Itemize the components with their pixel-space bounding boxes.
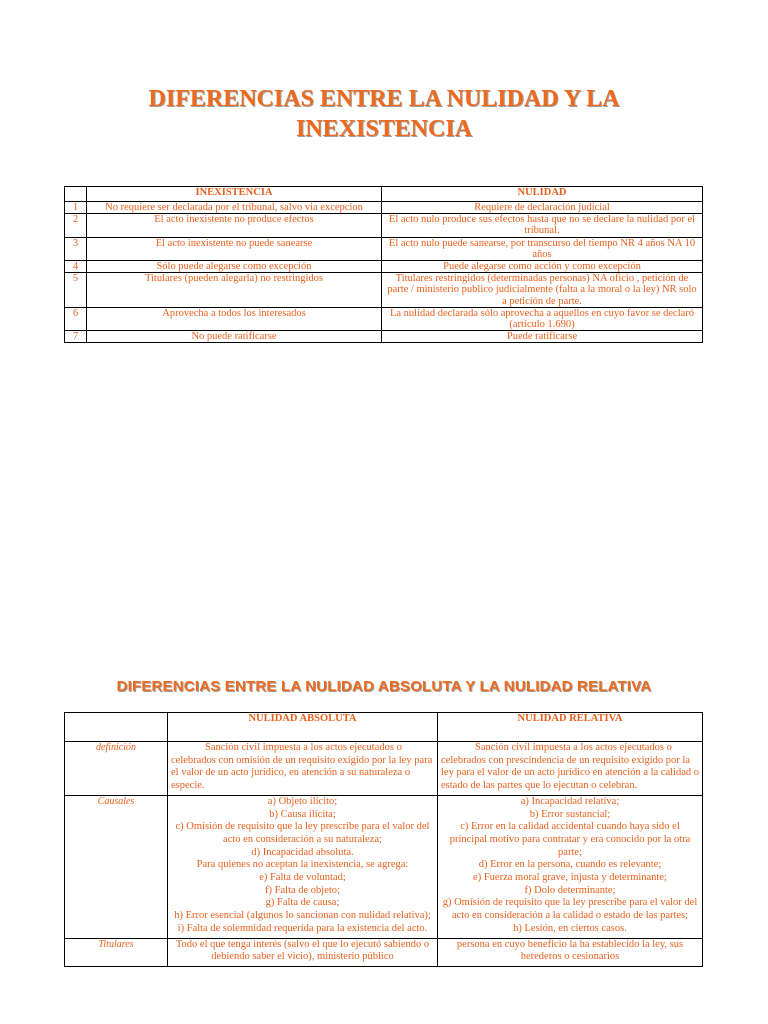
- header-cell-number: [65, 187, 87, 202]
- cell-absoluta: Sanción civil impuesta a los actos ejecutados o celebrados con omisión de un requisito exigido por la ley para el valor de un acto jurídico, en atención a su naturaleza o especie.: [168, 742, 438, 796]
- list-item: g) Omisión de requisito que la ley prescribe para el valor del acto en consideración a la calidad o estado de las partes;: [442, 897, 698, 922]
- cell-relativa: persona en cuyo beneficio la ha establecido la ley, sus herederos o cesionarios: [438, 938, 703, 966]
- row-number: 7: [65, 331, 87, 343]
- table-row: [65, 214, 703, 237]
- list-item: d) Incapacidad absoluta.: [251, 846, 354, 858]
- list-item: a) Objeto ilícito;: [267, 795, 338, 807]
- list-item: e) Fuerza moral grave, injusta y determinante;: [473, 872, 667, 884]
- list-item: e) Falta de voluntad;: [259, 872, 346, 884]
- table-row-titulares: [65, 938, 703, 966]
- table-row: [65, 307, 703, 330]
- list-item: Para quienes no aceptan la inexistencia, se agrega:: [196, 859, 409, 871]
- cell-relativa: [438, 795, 703, 938]
- list-item: b) Causa ilícita;: [269, 808, 336, 820]
- table-row: [65, 261, 703, 273]
- row-number: 2: [65, 214, 87, 237]
- page-title-line-1: DIFERENCIAS ENTRE LA NULIDAD Y LA: [148, 86, 620, 112]
- cell-nulidad: Requiere de declaración judicial: [382, 202, 703, 214]
- table-header-row: [65, 713, 703, 742]
- cell-absoluta: [168, 795, 438, 938]
- list-item: h) Lesión, en ciertos casos.: [513, 922, 627, 934]
- cell-inexistencia: El acto inexistente no puede sanearse: [87, 237, 382, 260]
- cell-inexistencia: Titulares (pueden alegarla) no restringidos: [87, 273, 382, 308]
- cell-nulidad: El acto nulo puede sanearse, por transcurso del tiempo NR 4 años NA 10 años: [382, 237, 703, 260]
- cell-inexistencia: No requiere ser declarada por el tribunal, salvo via excepcion: [87, 202, 382, 214]
- causales-absoluta-list: [171, 796, 434, 936]
- row-label: Causales: [65, 795, 168, 938]
- list-item: f) Dolo determinante;: [524, 884, 616, 896]
- list-item: c) Error en la calidad accidental cuando haya sido el principal motivo para contratar y era conocido por la otra parte;: [449, 821, 691, 858]
- absoluta-relativa-table: [64, 712, 703, 967]
- page-title: [0, 84, 768, 144]
- cell-nulidad: La nulidad declarada sólo aprovecha a aquellos en cuyo favor se declaró (artículo 1.690): [382, 307, 703, 330]
- table-row-definicion: [65, 742, 703, 796]
- row-label: definición: [65, 742, 168, 796]
- cell-inexistencia: El acto inexistente no produce efectos: [87, 214, 382, 237]
- table-row: [65, 331, 703, 343]
- list-item: d) Error en la persona, cuando es relevante;: [478, 859, 662, 871]
- row-number: 1: [65, 202, 87, 214]
- list-item: c) Omisión de requisito que la ley prescribe para el valor del acto en consideración a su naturaleza;: [175, 821, 430, 845]
- row-number: 4: [65, 261, 87, 273]
- cell-nulidad: Titulares restringidos (determinadas personas) NA oficio , petición de parte / ministerio publico judicialmente (falta a la moral o la ley) NR solo a petición de parte.: [382, 273, 703, 308]
- table-row: [65, 237, 703, 260]
- page-title-line-2: INEXISTENCIA: [295, 116, 473, 142]
- causales-relativa-list: [441, 796, 699, 936]
- cell-inexistencia: Sólo puede alegarse como excepción: [87, 261, 382, 273]
- list-item: i) Falta de solemnidad requerida para la existencia del acto.: [177, 922, 428, 934]
- cell-inexistencia: Aprovecha a todos los interesados: [87, 307, 382, 330]
- cell-absoluta: Todo el que tenga interés (salvo el que lo ejecutó sabiendo o debiendo saber el vicio), ministerio público: [168, 938, 438, 966]
- inexistencia-nulidad-table: [64, 186, 703, 343]
- header-cell-absoluta: NULIDAD ABSOLUTA: [168, 713, 438, 742]
- cell-nulidad: Puede ratificarse: [382, 331, 703, 343]
- table-row: [65, 273, 703, 308]
- header-cell-relativa: NULIDAD RELATIVA: [438, 713, 703, 742]
- section-title: DIFERENCIAS ENTRE LA NULIDAD ABSOLUTA Y LA NULIDAD RELATIVA: [116, 678, 652, 695]
- cell-inexistencia: No puede ratificarse: [87, 331, 382, 343]
- header-cell-label: [65, 713, 168, 742]
- row-number: 6: [65, 307, 87, 330]
- cell-nulidad: El acto nulo produce sus efectos hasta que no se declare la nulidad por el tribunal.: [382, 214, 703, 237]
- table-header-row: [65, 187, 703, 202]
- cell-relativa: Sanción civil impuesta a los actos ejecutados o celebrados con prescindencia de un requisito exigido por la ley para el valor de un acto jurídico en atención a la calidad o estado de las partes que lo ejecutan o celebran.: [438, 742, 703, 796]
- cell-nulidad: Puede alegarse como acción y como excepción: [382, 261, 703, 273]
- table-row-causales: [65, 795, 703, 938]
- list-item: h) Error esencial (algunos lo sancionan con nulidad relativa);: [174, 910, 431, 922]
- list-item: g) Falta de causa;: [265, 897, 340, 909]
- list-item: f) Falta de objeto;: [265, 884, 340, 896]
- list-item: a) Incapacidad relativa;: [520, 795, 620, 807]
- row-number: 5: [65, 273, 87, 308]
- list-item: b) Error sustancial;: [529, 808, 611, 820]
- header-cell-inexistencia: INEXISTENCIA: [87, 187, 382, 202]
- row-number: 3: [65, 237, 87, 260]
- header-cell-nulidad: NULIDAD: [382, 187, 703, 202]
- row-label: Titulares: [65, 938, 168, 966]
- table-row: [65, 202, 703, 214]
